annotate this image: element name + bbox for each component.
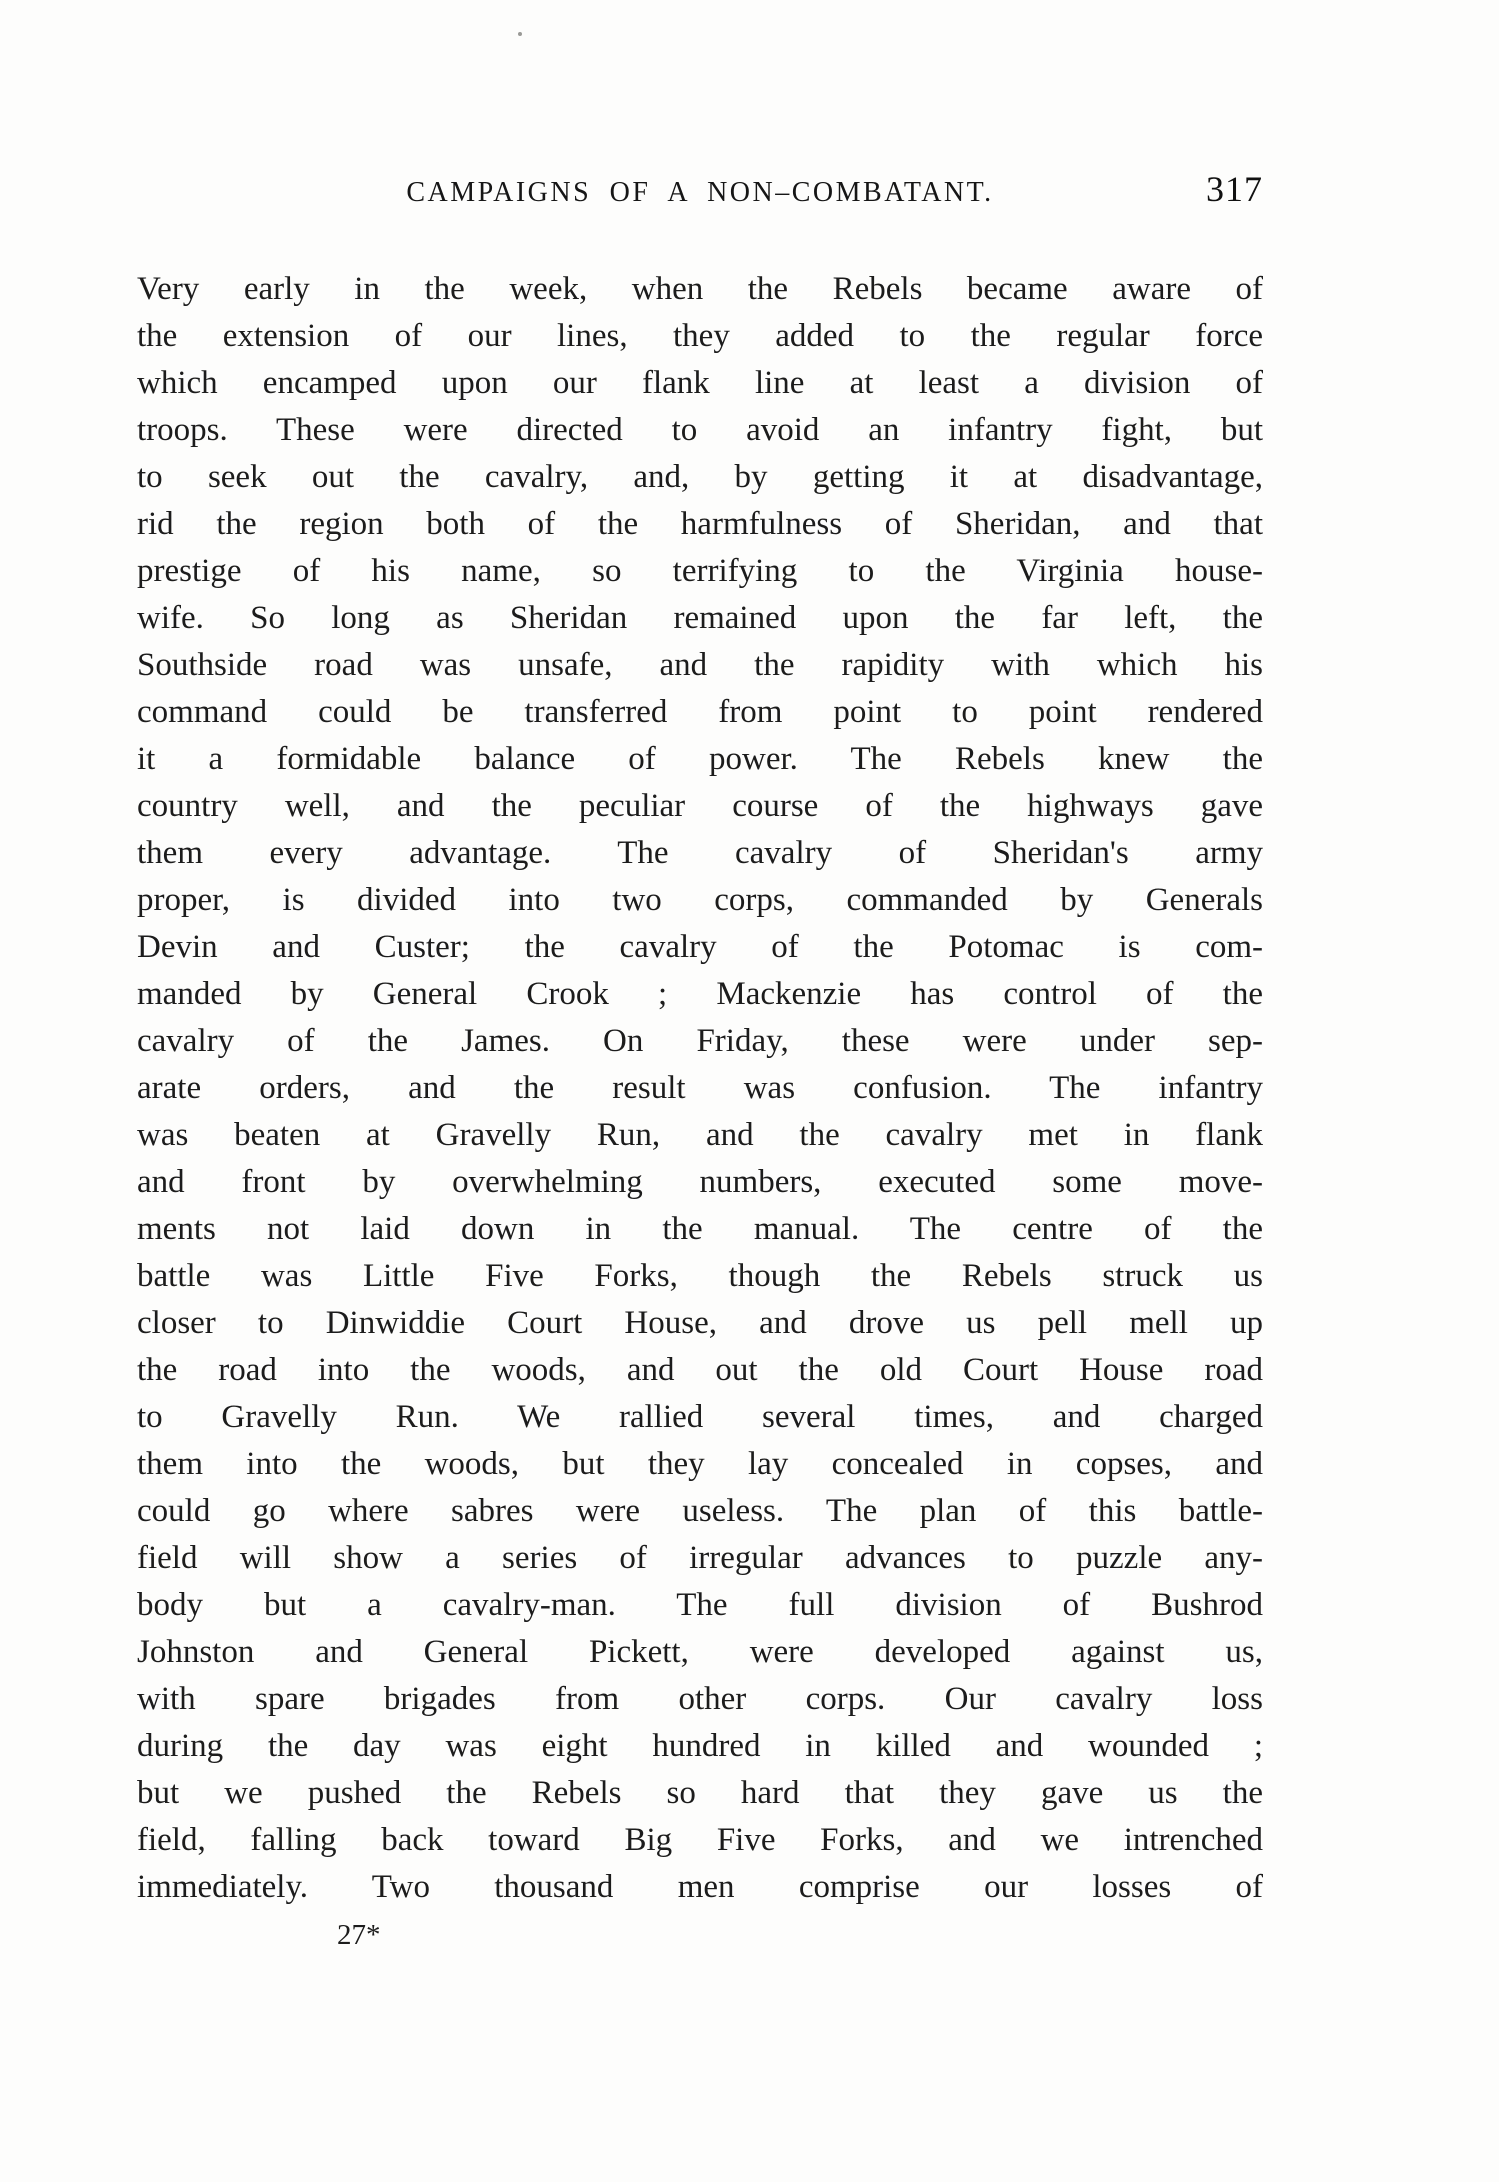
text-line: them into the woods, but they lay concealed in copses, and — [137, 1446, 1263, 1482]
text-line: manded by General Crook ; Mackenzie has control of the — [137, 976, 1263, 1012]
text-line: could go where sabres were useless. The plan of this battle- — [137, 1493, 1263, 1529]
text-line: battle was Little Five Forks, though the Rebels struck us — [137, 1258, 1263, 1294]
text-line: immediately. Two thousand men comprise our losses of — [137, 1869, 1263, 1905]
scan-artifact-dot — [518, 32, 522, 36]
text-line: the extension of our lines, they added to the regular force — [137, 318, 1263, 354]
text-line: prestige of his name, so terrifying to the Virginia house- — [137, 553, 1263, 589]
text-line: them every advantage. The cavalry of Sheridan's army — [137, 835, 1263, 871]
text-line: to Gravelly Run. We rallied several times, and charged — [137, 1399, 1263, 1435]
text-lines — [137, 266, 1263, 1911]
text-line: to seek out the cavalry, and, by getting it at disadvantage, — [137, 459, 1263, 495]
running-title: CAMPAIGNS OF A NON–COMBATANT. — [406, 177, 994, 208]
text-line: closer to Dinwiddie Court House, and drove us pell mell up — [137, 1305, 1263, 1341]
text-line: wife. So long as Sheridan remained upon the far left, the — [137, 600, 1263, 636]
text-line: was beaten at Gravelly Run, and the cavalry met in flank — [137, 1117, 1263, 1153]
text-line: it a formidable balance of power. The Rebels knew the — [137, 741, 1263, 777]
text-line: rid the region both of the harmfulness of Sheridan, and that — [137, 506, 1263, 542]
text-line: arate orders, and the result was confusion. The infantry — [137, 1070, 1263, 1106]
text-line: Devin and Custer; the cavalry of the Potomac is com- — [137, 929, 1263, 965]
text-line: Southside road was unsafe, and the rapidity with which his — [137, 647, 1263, 683]
text-line: command could be transferred from point to point rendered — [137, 694, 1263, 730]
text-line: which encamped upon our flank line at least a division of — [137, 365, 1263, 401]
page-number: 317 — [1206, 169, 1263, 209]
text-line: body but a cavalry-man. The full division of Bushrod — [137, 1587, 1263, 1623]
text-line: and front by overwhelming numbers, executed some move- — [137, 1164, 1263, 1200]
text-line: the road into the woods, and out the old Court House road — [137, 1352, 1263, 1388]
text-line: ments not laid down in the manual. The centre of the — [137, 1211, 1263, 1247]
text-line: Johnston and General Pickett, were developed against us, — [137, 1634, 1263, 1670]
body-text — [137, 266, 1263, 1952]
text-line: field will show a series of irregular advances to puzzle any- — [137, 1540, 1263, 1576]
text-line: but we pushed the Rebels so hard that they gave us the — [137, 1775, 1263, 1811]
signature-mark: 27* — [337, 1919, 381, 1951]
text-line: field, falling back toward Big Five Forks, and we intrenched — [137, 1822, 1263, 1858]
text-line: Very early in the week, when the Rebels became aware of — [137, 271, 1263, 307]
text-line: proper, is divided into two corps, commanded by Generals — [137, 882, 1263, 918]
text-line: cavalry of the James. On Friday, these were under sep- — [137, 1023, 1263, 1059]
text-line: country well, and the peculiar course of the highways gave — [137, 788, 1263, 824]
text-line: during the day was eight hundred in killed and wounded ; — [137, 1728, 1263, 1764]
text-line: with spare brigades from other corps. Our cavalry loss — [137, 1681, 1263, 1717]
text-line: troops. These were directed to avoid an infantry fight, but — [137, 412, 1263, 448]
page-header — [137, 168, 1263, 210]
